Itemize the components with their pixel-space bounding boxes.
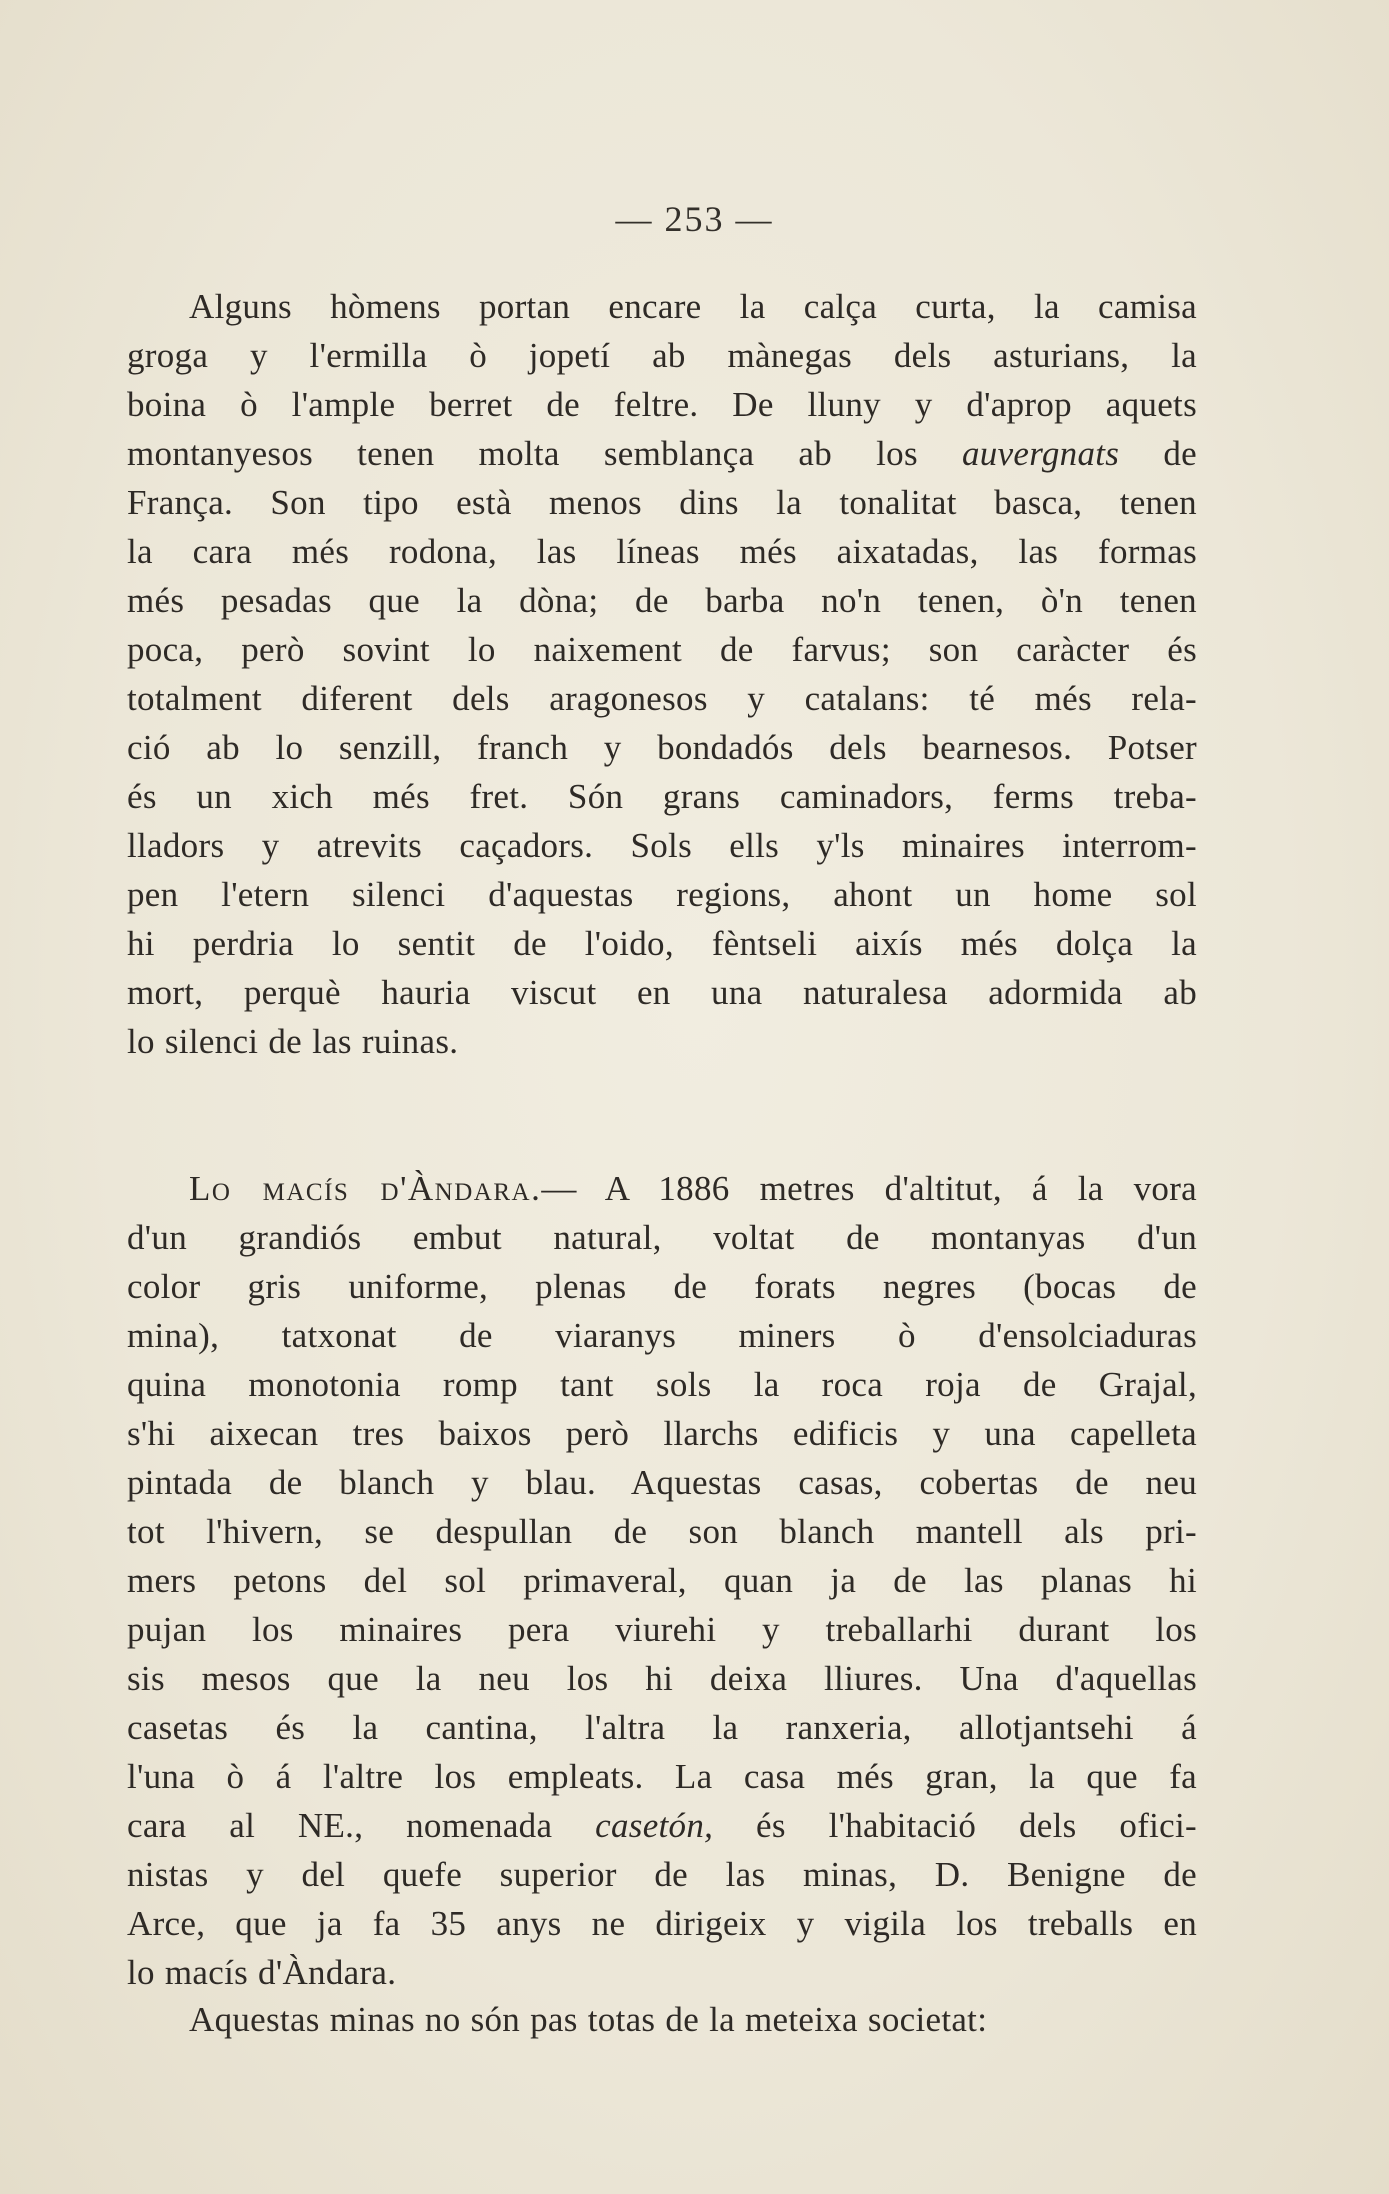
text-line: hi perdria lo sentit de l'oido, fèntseli aixís més dolça la [127,924,1197,963]
text-segment: és l'habitació dels ofici- [756,1806,1197,1845]
text-line: poca, però sovint lo naixement de farvus; son caràcter és [127,630,1197,669]
text-line: nistas y del quefe superior de las minas, D. Benigne de [127,1855,1197,1894]
text-line: color gris uniforme, plenas de forats negres (bocas de [127,1267,1197,1306]
text-line: Aquestas minas no són pas totas de la meteixa societat: [189,2000,988,2039]
section-heading: Lo macís d'Àndara. [189,1169,542,1208]
text-line: lo macís d'Àndara. [127,1953,397,1992]
text-line: d'un grandiós embut natural, voltat de montanyas d'un [127,1218,1197,1257]
text-line: boina ò l'ample berret de feltre. De lluny y d'aprop aquets [127,385,1197,424]
text-line: Alguns hòmens portan encare la calça curta, la camisa [189,287,1197,326]
italic-term: auvergnats [961,434,1120,473]
text-line: mina), tatxonat de viaranys miners ò d'ensolciaduras [127,1316,1197,1355]
text-line [127,429,1197,478]
text-line: lo silenci de las ruinas. [127,1022,459,1061]
text-line: s'hi aixecan tres baixos però llarchs edificis y una capelleta [127,1414,1197,1453]
text-line: lladors y atrevits caçadors. Sols ells y'ls minaires interrom- [127,826,1197,865]
page-number: — 253 — [615,199,774,239]
text-line: pen l'etern silenci d'aquestas regions, ahont un home sol [127,875,1197,914]
text-line: l'una ò á l'altre los empleats. La casa més gran, la que fa [127,1757,1197,1796]
text-line: sis mesos que la neu los hi deixa lliures. Una d'aquellas [127,1659,1197,1698]
paragraph-3 [127,1995,1197,2044]
text-line: casetas és la cantina, l'altra la ranxeria, allotjantsehi á [127,1708,1197,1747]
text-line: pujan los minaires pera viurehi y treballarhi durant los [127,1610,1197,1649]
text-line: França. Son tipo està menos dins la tonalitat basca, tenen [127,483,1197,522]
text-line [127,1801,1197,1850]
text-line: és un xich més fret. Són grans caminadors, ferms treba- [127,777,1197,816]
text-line: groga y l'ermilla ò jopetí ab mànegas dels asturians, la [127,336,1197,375]
text-line: mort, perquè hauria viscut en una naturalesa adormida ab [127,973,1197,1012]
text-line: tot l'hivern, se despullan de son blanch mantell als pri- [127,1512,1197,1551]
text-segment: — A 1886 metres d'altitut, á la vora [541,1169,1197,1208]
text-line: més pesadas que la dòna; de barba no'n tenen, ò'n tenen [127,581,1197,620]
paragraph-2 [127,1164,1197,1997]
text-line: mers petons del sol primaveral, quan ja de las planas hi [127,1561,1197,1600]
text-line: ció ab lo senzill, franch y bondadós dels bearnesos. Potser [127,728,1197,767]
text-line: quina monotonia romp tant sols la roca roja de Grajal, [127,1365,1197,1404]
text-line: totalment diferent dels aragonesos y catalans: té més rela- [127,679,1197,718]
text-segment: montanyesos tenen molta semblança ab los [127,434,918,473]
text-line: Arce, que ja fa 35 anys ne dirigeix y vigila los treballs en [127,1904,1197,1943]
text-line: pintada de blanch y blau. Aquestas casas, cobertas de neu [127,1463,1197,1502]
italic-term: casetón, [595,1806,714,1845]
text-line: la cara més rodona, las líneas més aixatadas, las formas [127,532,1197,571]
text-segment: de [1163,434,1197,473]
text-segment: cara al NE., nomenada [127,1806,553,1845]
paragraph-1 [127,282,1197,1066]
section-heading-line [127,1164,1197,1213]
